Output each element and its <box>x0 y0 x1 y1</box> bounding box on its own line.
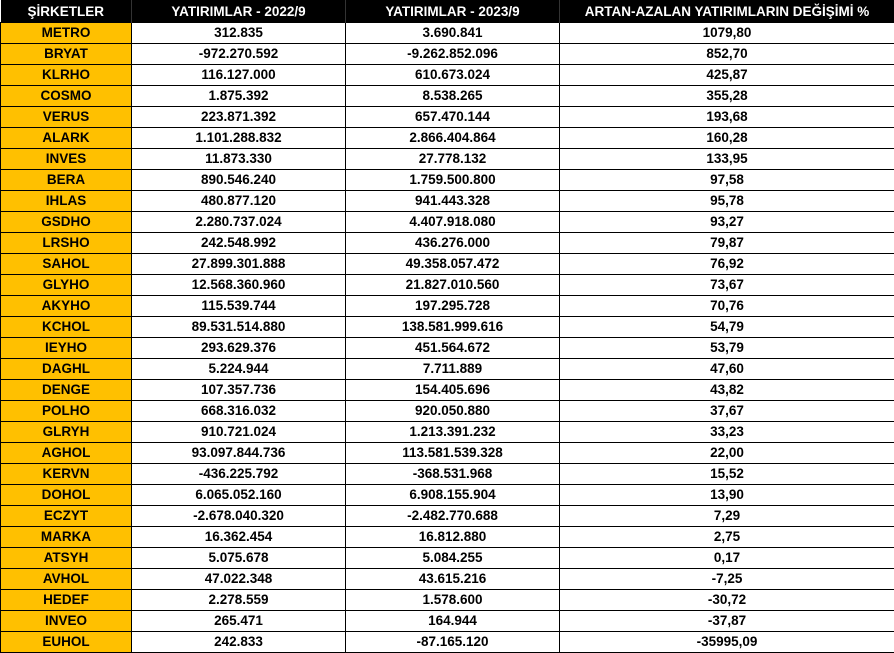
investment-2023-cell: 16.812.880 <box>346 527 560 548</box>
change-percent-cell: 54,79 <box>560 317 894 338</box>
change-percent-cell: 2,75 <box>560 527 894 548</box>
investment-2022-cell: 1.101.288.832 <box>132 128 346 149</box>
header-row <box>1 0 894 23</box>
investment-2023-cell: 1.759.500.800 <box>346 170 560 191</box>
change-percent-cell: 425,87 <box>560 65 894 86</box>
change-percent-cell: -30,72 <box>560 590 894 611</box>
investment-2022-cell: 93.097.844.736 <box>132 443 346 464</box>
company-cell: DENGE <box>1 380 132 401</box>
company-cell: BRYAT <box>1 44 132 65</box>
change-percent-cell: 95,78 <box>560 191 894 212</box>
table-row <box>1 149 894 170</box>
investment-2023-cell: 197.295.728 <box>346 296 560 317</box>
table-row <box>1 317 894 338</box>
investment-2022-cell: 16.362.454 <box>132 527 346 548</box>
investment-2022-cell: 5.075.678 <box>132 548 346 569</box>
change-percent-cell: 0,17 <box>560 548 894 569</box>
change-percent-cell: 53,79 <box>560 338 894 359</box>
change-percent-cell: 93,27 <box>560 212 894 233</box>
table-row <box>1 443 894 464</box>
investment-2023-cell: 8.538.265 <box>346 86 560 107</box>
company-cell: DOHOL <box>1 485 132 506</box>
company-cell: SAHOL <box>1 254 132 275</box>
investment-2022-cell: 12.568.360.960 <box>132 275 346 296</box>
table-row <box>1 212 894 233</box>
change-percent-cell: 133,95 <box>560 149 894 170</box>
change-percent-cell: -35995,09 <box>560 632 894 653</box>
table-header <box>1 0 894 23</box>
investment-2023-cell: 2.866.404.864 <box>346 128 560 149</box>
company-cell: ECZYT <box>1 506 132 527</box>
table-row <box>1 275 894 296</box>
change-percent-cell: -7,25 <box>560 569 894 590</box>
investment-2023-cell: -368.531.968 <box>346 464 560 485</box>
investment-2023-cell: 6.908.155.904 <box>346 485 560 506</box>
investment-2022-cell: 27.899.301.888 <box>132 254 346 275</box>
investment-2022-cell: 115.539.744 <box>132 296 346 317</box>
investment-2023-cell: -87.165.120 <box>346 632 560 653</box>
table-row <box>1 422 894 443</box>
change-percent-cell: 76,92 <box>560 254 894 275</box>
table-row <box>1 65 894 86</box>
company-cell: AVHOL <box>1 569 132 590</box>
change-percent-cell: 22,00 <box>560 443 894 464</box>
change-percent-cell: 193,68 <box>560 107 894 128</box>
investment-2022-cell: 223.871.392 <box>132 107 346 128</box>
investment-2022-cell: 1.875.392 <box>132 86 346 107</box>
table-row <box>1 527 894 548</box>
company-cell: INVES <box>1 149 132 170</box>
investment-2022-cell: -436.225.792 <box>132 464 346 485</box>
investment-2022-cell: 242.548.992 <box>132 233 346 254</box>
investment-2022-cell: 5.224.944 <box>132 359 346 380</box>
company-cell: KLRHO <box>1 65 132 86</box>
investment-2023-cell: 1.578.600 <box>346 590 560 611</box>
change-percent-cell: 1079,80 <box>560 23 894 44</box>
table-row <box>1 506 894 527</box>
company-cell: KCHOL <box>1 317 132 338</box>
change-percent-cell: 355,28 <box>560 86 894 107</box>
company-cell: VERUS <box>1 107 132 128</box>
investment-2022-cell: 293.629.376 <box>132 338 346 359</box>
investment-2022-cell: 2.278.559 <box>132 590 346 611</box>
change-percent-cell: 852,70 <box>560 44 894 65</box>
change-percent-cell: 73,67 <box>560 275 894 296</box>
company-cell: BERA <box>1 170 132 191</box>
investment-2023-cell: 7.711.889 <box>346 359 560 380</box>
investment-2022-cell: 89.531.514.880 <box>132 317 346 338</box>
investment-2022-cell: 668.316.032 <box>132 401 346 422</box>
table-row <box>1 590 894 611</box>
change-percent-cell: 43,82 <box>560 380 894 401</box>
change-percent-cell: 70,76 <box>560 296 894 317</box>
company-cell: DAGHL <box>1 359 132 380</box>
table-row <box>1 569 894 590</box>
investment-2022-cell: 11.873.330 <box>132 149 346 170</box>
change-percent-cell: 47,60 <box>560 359 894 380</box>
table-row <box>1 380 894 401</box>
change-percent-cell: 15,52 <box>560 464 894 485</box>
investment-2022-cell: -972.270.592 <box>132 44 346 65</box>
table-row <box>1 485 894 506</box>
change-percent-cell: 79,87 <box>560 233 894 254</box>
table-row <box>1 632 894 653</box>
investment-2023-cell: 164.944 <box>346 611 560 632</box>
investment-2022-cell: 480.877.120 <box>132 191 346 212</box>
investment-2023-cell: -2.482.770.688 <box>346 506 560 527</box>
investment-2022-cell: 910.721.024 <box>132 422 346 443</box>
investment-2023-cell: 154.405.696 <box>346 380 560 401</box>
table-row <box>1 128 894 149</box>
change-percent-cell: 37,67 <box>560 401 894 422</box>
investment-2023-cell: 5.084.255 <box>346 548 560 569</box>
investment-2022-cell: 242.833 <box>132 632 346 653</box>
investment-2023-cell: 920.050.880 <box>346 401 560 422</box>
investment-2023-cell: 941.443.328 <box>346 191 560 212</box>
company-cell: GSDHO <box>1 212 132 233</box>
header-change-percent: ARTAN-AZALAN YATIRIMLARIN DEĞİŞİMİ % <box>560 0 894 23</box>
investment-2023-cell: 657.470.144 <box>346 107 560 128</box>
table-row <box>1 23 894 44</box>
investment-2022-cell: 312.835 <box>132 23 346 44</box>
company-cell: HEDEF <box>1 590 132 611</box>
investment-2023-cell: 49.358.057.472 <box>346 254 560 275</box>
company-cell: IEYHO <box>1 338 132 359</box>
company-cell: POLHO <box>1 401 132 422</box>
investment-2023-cell: 43.615.216 <box>346 569 560 590</box>
investment-2023-cell: 138.581.999.616 <box>346 317 560 338</box>
table-row <box>1 191 894 212</box>
header-investments-2023-9: YATIRIMLAR - 2023/9 <box>346 0 560 23</box>
table-row <box>1 107 894 128</box>
change-percent-cell: -37,87 <box>560 611 894 632</box>
table-row <box>1 401 894 422</box>
change-percent-cell: 7,29 <box>560 506 894 527</box>
investment-2022-cell: 890.546.240 <box>132 170 346 191</box>
table-row <box>1 254 894 275</box>
investment-2022-cell: 116.127.000 <box>132 65 346 86</box>
investment-2023-cell: 436.276.000 <box>346 233 560 254</box>
company-cell: MARKA <box>1 527 132 548</box>
investment-2022-cell: 107.357.736 <box>132 380 346 401</box>
investment-2022-cell: 6.065.052.160 <box>132 485 346 506</box>
table-row <box>1 548 894 569</box>
table-body <box>1 23 894 653</box>
investment-2022-cell: 265.471 <box>132 611 346 632</box>
table-row <box>1 296 894 317</box>
change-percent-cell: 97,58 <box>560 170 894 191</box>
company-cell: KERVN <box>1 464 132 485</box>
company-cell: ATSYH <box>1 548 132 569</box>
table-row <box>1 359 894 380</box>
table-row <box>1 86 894 107</box>
investment-2023-cell: 27.778.132 <box>346 149 560 170</box>
table-row <box>1 464 894 485</box>
table-row <box>1 338 894 359</box>
company-cell: GLYHO <box>1 275 132 296</box>
company-cell: GLRYH <box>1 422 132 443</box>
company-cell: AKYHO <box>1 296 132 317</box>
investment-2023-cell: 3.690.841 <box>346 23 560 44</box>
company-cell: COSMO <box>1 86 132 107</box>
company-cell: IHLAS <box>1 191 132 212</box>
header-investments-2022-9: YATIRIMLAR - 2022/9 <box>132 0 346 23</box>
investment-2023-cell: 1.213.391.232 <box>346 422 560 443</box>
company-cell: EUHOL <box>1 632 132 653</box>
investment-2023-cell: 4.407.918.080 <box>346 212 560 233</box>
company-cell: AGHOL <box>1 443 132 464</box>
investment-2022-cell: -2.678.040.320 <box>132 506 346 527</box>
table-row <box>1 611 894 632</box>
company-cell: METRO <box>1 23 132 44</box>
header-companies: ŞİRKETLER <box>1 0 132 23</box>
change-percent-cell: 160,28 <box>560 128 894 149</box>
change-percent-cell: 13,90 <box>560 485 894 506</box>
company-cell: LRSHO <box>1 233 132 254</box>
table-row <box>1 170 894 191</box>
table-row <box>1 233 894 254</box>
change-percent-cell: 33,23 <box>560 422 894 443</box>
table-row <box>1 44 894 65</box>
investment-2023-cell: 610.673.024 <box>346 65 560 86</box>
investment-2023-cell: -9.262.852.096 <box>346 44 560 65</box>
company-cell: ALARK <box>1 128 132 149</box>
investment-2023-cell: 113.581.539.328 <box>346 443 560 464</box>
investment-2023-cell: 451.564.672 <box>346 338 560 359</box>
company-cell: INVEO <box>1 611 132 632</box>
investment-2022-cell: 47.022.348 <box>132 569 346 590</box>
investment-2023-cell: 21.827.010.560 <box>346 275 560 296</box>
investment-2022-cell: 2.280.737.024 <box>132 212 346 233</box>
